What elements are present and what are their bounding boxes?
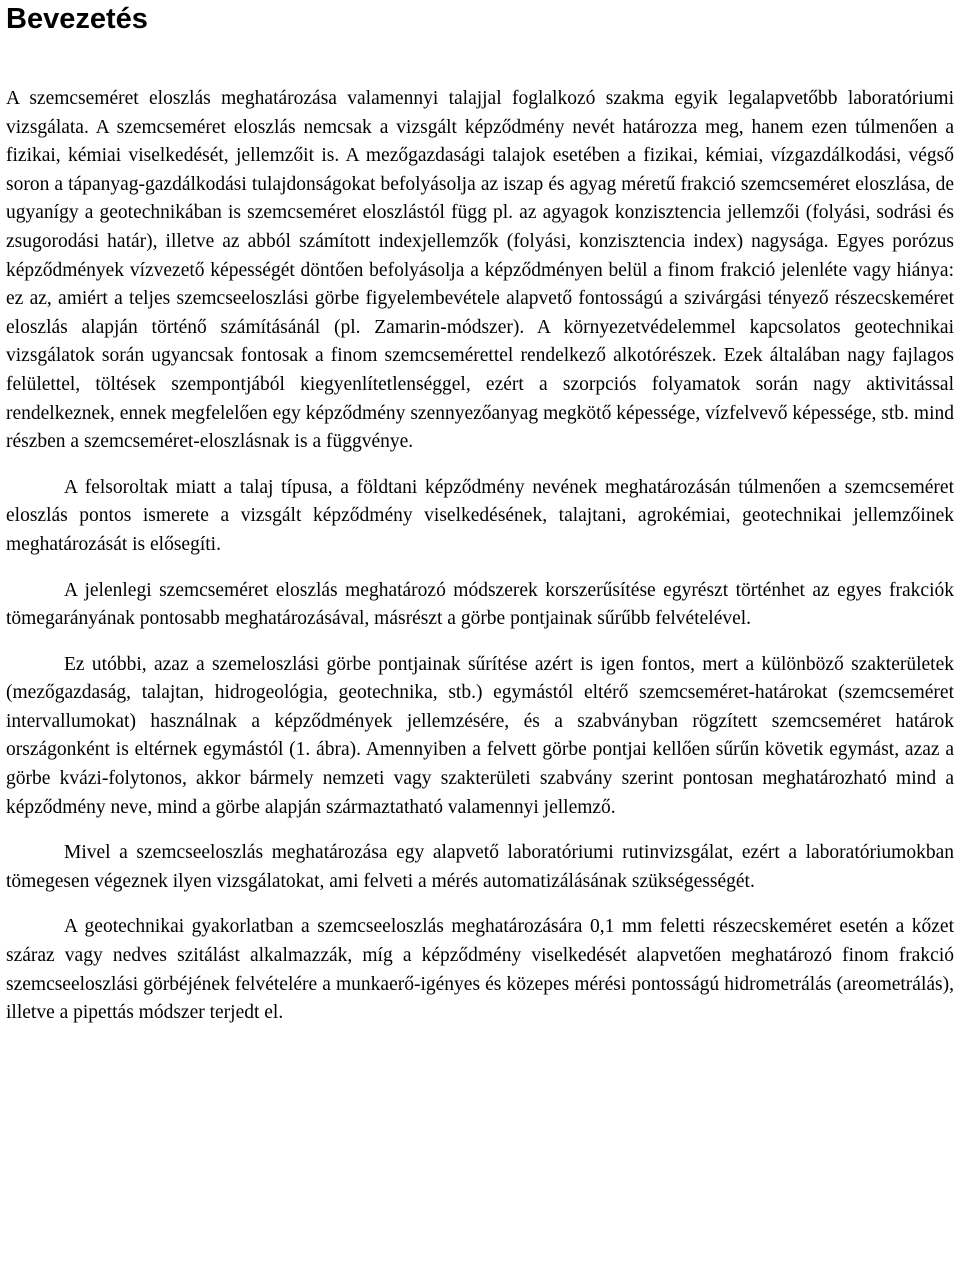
paragraph-3: A jelenlegi szemcseméret eloszlás meghatározó módszerek korszerűsítése egyrészt történhet az egyes frakciók tömegarányának pontosabb meghatározásával, másrészt a görbe pontjainak sűrűbb felvételével. bbox=[6, 579, 954, 630]
document-page bbox=[6, 0, 954, 1028]
paragraph-4: Ez utóbbi, azaz a szemeloszlási görbe pontjainak sűrítése azért is igen fontos, mert a különböző szakterületek (mezőgazdaság, talajtan, hidrogeológia, geotechnika, stb.) egymástól eltérő szemcseméret-határokat (szemcseméret intervallumokat) használnak a képződmények jellemzésére, és a szabványban rögzített szemcseméret határok országonként is eltérnek egymástól (1. ábra). Amennyiben a felvett görbe pontjai kellően sűrűn követik egymást, azaz a görbe kvázi-folytonos, akkor bármely nemzeti vagy szakterületi szabvány szerint pontosan meghatározható mind a képződmény neve, mind a görbe alapján származtatható valamennyi jellemző. bbox=[6, 653, 954, 818]
paragraph-5: Mivel a szemcseeloszlás meghatározása egy alapvető laboratóriumi rutinvizsgálat, ezért a laboratóriumokban tömegesen végeznek ilyen vizsgálatokat, ami felveti a mérés automatizálásának szükségességét. bbox=[6, 842, 954, 892]
paragraph-6: A geotechnikai gyakorlatban a szemcseeloszlás meghatározására 0,1 mm feletti részecskeméret esetén a kőzet száraz vagy nedves szitálást alkalmazzák, míg a képződmény viselkedését alapvetően meghatározó finom frakció szemcseeloszlási görbéjének felvételére a munkaerő-igényes és közepes mérési pontosságú hidrometrálás (areometrálás), illetve a pipettás módszer terjedt el. bbox=[6, 916, 954, 1024]
paragraph-intro: A szemcseméret eloszlás meghatározása valamennyi talajjal foglalkozó szakma egyik legalapvetőbb laboratóriumi vizsgálata. A szemcseméret eloszlás nemcsak a vizsgált képződmény nevét határozza meg, hanem ezen túlmenően a fizikai, kémiai viselkedését, jellemzőit is. A mezőgazdasági talajok esetében a fizikai, kémiai, vízgazdálkodási, végső soron a tápanyag-gazdálkodási tulajdonságokat befolyásolja az iszap és agyag méretű frakció szemcseméret eloszlása, de ugyanígy a geotechnikában is szemcseméret eloszlástól függ pl. az agyagok konzisztencia jellemzői (folyási, sodrási és zsugorodási határ), illetve az abból számított indexjellemzők (folyási, konzisztencia index) nagysága. Egyes porózus képződmények vízvezető képességét döntően befolyásolja a képződményen belül a finom frakció jelenléte vagy hiánya: ez az, amiért a teljes szemcseeloszlási görbe figyelembevétele alapvető fontosságú a szivárgási tényező részecskeméret eloszlás alapján történő számításánál (pl. Zamarin-módszer). A környezetvédelemmel kapcsolatos geotechnikai vizsgálatok során ugyancsak fontosak a finom szemcsemérettel rendelkező alkotórészek. Ezek általában nagy fajlagos felülettel, töltések szempontjából kiegyenlítetlenséggel, ezért a szorpciós folyamatok során nagy aktivitással rendelkeznek, ennek megfelelően egy képződmény szennyezőanyag megkötő képessége, vízfelvevő képessége, stb. mind részben a szemcseméret-eloszlásnak is a függvénye. bbox=[6, 88, 954, 453]
page-title: Bevezetés bbox=[6, 3, 148, 35]
paragraph-2: A felsoroltak miatt a talaj típusa, a földtani képződmény nevének meghatározásán túlmenően a szemcseméret eloszlás pontos ismerete a vizsgált képződmény viselkedésének, talajtani, agrokémiai, geotechnikai jellemzőinek meghatározását is elősegíti. bbox=[6, 476, 954, 555]
